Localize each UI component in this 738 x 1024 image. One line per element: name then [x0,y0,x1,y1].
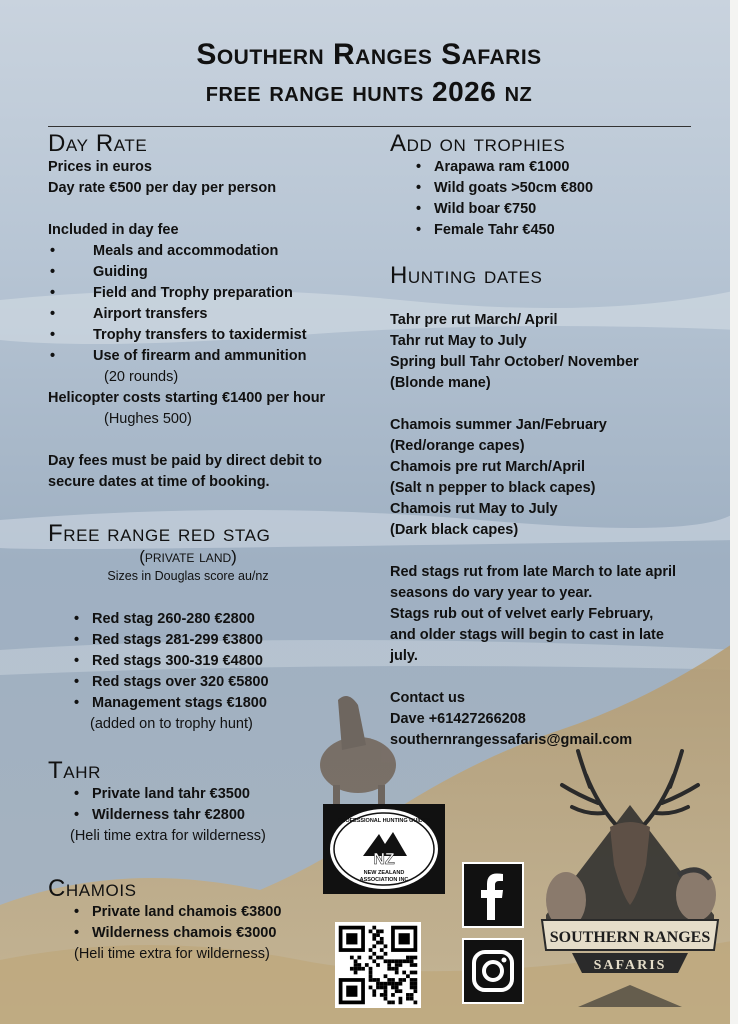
red-stag-score-note: Sizes in Douglas score au/nz [107,569,269,583]
red-stag-list [48,609,328,714]
chamois-section [48,876,328,965]
add-on-heading: Add on trophies [390,130,566,157]
stag-line: july. [390,648,418,664]
date-line: (Salt n pepper to black capes) [390,480,596,496]
date-line: Chamois pre rut March/April [390,459,585,475]
date-line: Spring bull Tahr October/ November [390,354,639,370]
tahr-note: (Heli time extra for wilderness) [70,828,266,844]
list-item: • Wild goats >50cm €800 [412,178,720,199]
date-line: (Dark black capes) [390,522,519,538]
page-title: Southern Ranges Safaris [196,38,542,71]
svg-text:NZ: NZ [373,851,395,868]
date-line: Chamois rut May to July [390,501,558,517]
payment-note: Day fees must be paid by direct debit to [48,453,322,469]
red-stag-sub: (private land) [139,547,237,566]
date-line: Tahr rut May to July [390,333,527,349]
southern-ranges-logo [538,745,722,1010]
title-divider [48,126,691,127]
page-edge [730,0,738,1024]
red-stag-heading: Free range red stag [48,520,271,547]
tahr-section [48,758,328,847]
list-item: • Arapawa ram €1000 [412,157,720,178]
red-stag-section [48,521,328,735]
hunting-dates-heading: Hunting dates [390,262,543,289]
left-column [48,131,368,493]
nzpgha-line1: PROFESSIONAL HUNTING GUIDES [337,818,431,824]
logo-line1: SOUTHERN RANGES [549,929,711,946]
right-column [390,131,720,751]
stag-line: and older stags will begin to cast in late [390,627,664,643]
list-item: • Wilderness tahr €2800 [70,805,328,826]
date-line: (Blonde mane) [390,375,491,391]
contact-phone: Dave +61427266208 [390,711,526,727]
qr-code[interactable] [335,922,421,1008]
list-item: • Private land chamois €3800 [70,902,328,923]
nzpgha-badge [323,804,445,894]
date-line: (Red/orange capes) [390,438,525,454]
list-item: • Management stags €1800 [70,693,328,714]
facebook-icon[interactable] [462,862,524,928]
stag-line: Red stags rut from late March to late april [390,564,677,580]
chamois-heading: Chamois [48,875,137,902]
chamois-note: (Heli time extra for wilderness) [74,946,270,962]
date-line: Chamois summer Jan/February [390,417,607,433]
tahr-heading: Tahr [48,757,101,784]
day-rate-line: Day rate €500 per day per person [48,180,277,196]
day-rate-line: Prices in euros [48,159,152,175]
list-item: • Red stags over 320 €5800 [70,672,328,693]
ammo-note: (20 rounds) [104,369,179,385]
red-stag-trailing-note: (added on to trophy hunt) [90,716,253,732]
date-line: Tahr pre rut March/ April [390,312,558,328]
nzpgha-line2: NEW ZEALAND [363,870,405,876]
list-item: • Wilderness chamois €3000 [70,923,328,944]
list-item: • Use of firearm and ammunition [48,346,368,367]
list-item: • Red stags 300-319 €4800 [70,651,328,672]
tahr-list [48,784,328,826]
qr-code-pattern [335,922,421,1008]
chamois-list [48,902,328,944]
stag-line: Stags rub out of velvet early February, [390,606,654,622]
list-item: • Private land tahr €3500 [70,784,328,805]
heli-note: (Hughes 500) [104,411,192,427]
add-on-list [390,157,720,241]
list-item: • Red stag 260-280 €2800 [70,609,328,630]
list-item: • Trophy transfers to taxidermist [48,325,368,346]
included-label: Included in day fee [48,222,179,238]
day-rate-heading: Day Rate [48,130,148,157]
list-item: • Guiding [48,262,368,283]
contact-heading: Contact us [390,690,465,706]
nzpgha-line3: ASSOCIATION INC [359,877,409,883]
list-item: • Female Tahr €450 [412,220,720,241]
contact-email[interactable]: southernrangessafaris@gmail.com [390,732,633,748]
list-item: • Field and Trophy preparation [48,283,368,304]
included-list [48,241,368,367]
payment-note: secure dates at time of booking. [48,474,270,490]
logo-line2: SAFARIS [593,958,667,973]
page-subtitle: free range hunts 2026 nz [205,76,533,107]
stag-line: seasons do vary year to year. [390,585,593,601]
list-item: • Wild boar €750 [412,199,720,220]
list-item: • Red stags 281-299 €3800 [70,630,328,651]
list-item: • Meals and accommodation [48,241,368,262]
instagram-icon[interactable] [462,938,524,1004]
heli-cost: Helicopter costs starting €1400 per hour [48,390,326,406]
list-item: • Airport transfers [48,304,368,325]
